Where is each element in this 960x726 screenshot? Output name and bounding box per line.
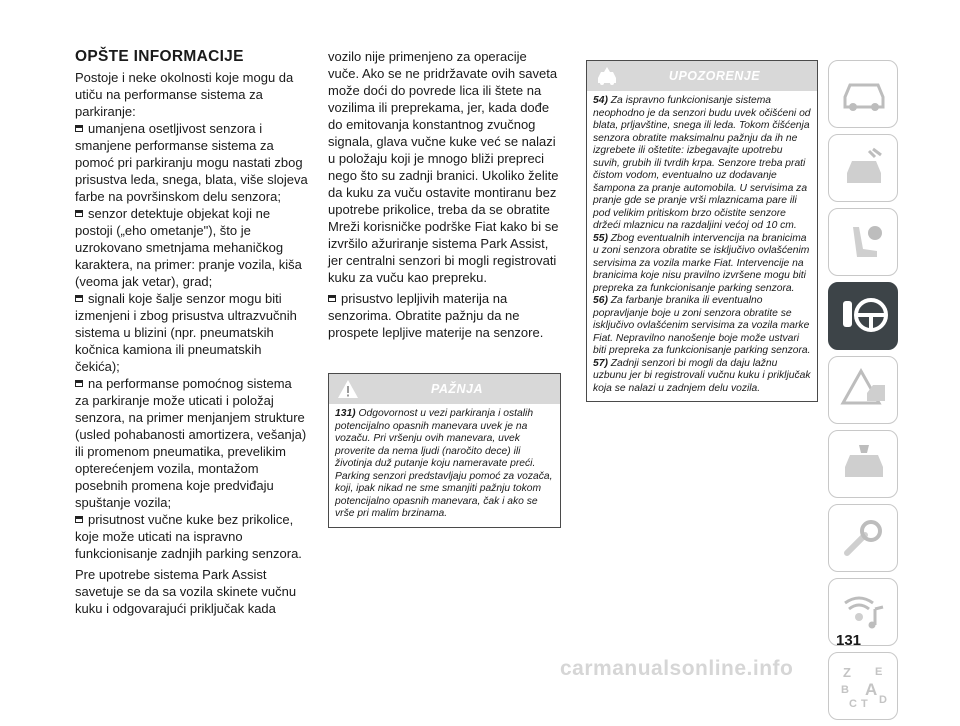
index-letter: C	[849, 698, 857, 709]
list-item: signali koje šalje senzor mogu biti izmenjeni i zbog prisustva ultrazvučnih sistema u blizini (npr. pneumatskih kočnica kamiona ili pneumatskih čekića);	[75, 291, 297, 374]
bullet-icon	[328, 295, 336, 302]
warning-title: UPOZORENJE	[668, 69, 761, 83]
bullet-icon	[75, 380, 83, 387]
tab-starting-driving[interactable]	[828, 282, 898, 350]
bullet-icon	[75, 516, 83, 523]
index-letter: D	[879, 694, 887, 706]
chapter-tabs	[828, 60, 902, 726]
caution-header	[329, 374, 560, 404]
note-item: 56) Za farbanje branika ili eventualno popravljanje boje u zoni senzora obratite se isključivo ovlašćenim servisima za vozila marke Fiat. Nepravilno nanošenje boje može ustvari biti prepreka za funkcionisanje parking senzora.	[593, 295, 811, 356]
list-item: na performanse pomoćnog sistema za parkiranje može uticati i položaj senzora, na primer menjanjem strukture (usled pohabanosti amortizera, vešanja) ili promenom pneumatika, prevelikim opterećenjem vozila, montažom posebnih promena koje predviđaju spuštanje vozila;	[75, 376, 307, 510]
warning-box	[586, 60, 818, 402]
note-item: 55) Zbog eventualnih intervencija na branicima u zoni senzora obratite se isključivo ovlašćenim servisima za vozila marke Fiat. Intervencije na branicima koje nisu pravilno izvršene mogu biti prepreka za funkcionisanje parking senzora.	[593, 232, 810, 294]
tab-emergency[interactable]	[828, 356, 898, 424]
list-item: prisustvo lepljivih materija na senzorima. Obratite pažnju da ne prospete lepljive materije na senzore.	[328, 291, 544, 340]
tab-safety[interactable]	[828, 208, 898, 276]
caution-title: PAŽNJA	[430, 382, 484, 396]
warning-triangle-car-icon	[839, 367, 889, 413]
column-1	[75, 48, 309, 617]
note-item: 57) Zadnji senzori bi mogli da daju lažnu uzbunu jer bi registrovali vučnu kuku i priključak koja se nalazi u zadnjem delu vozila.	[593, 357, 811, 394]
index-letter: E	[875, 666, 883, 678]
tab-dashboard[interactable]	[828, 60, 898, 128]
intro-paragraph: Postoje i neke okolnosti koje mogu da utiču na performanse sistema za parkiranje:	[75, 70, 294, 119]
wrench-gear-icon	[839, 515, 889, 561]
car-service-icon	[839, 441, 889, 487]
caution-body	[329, 404, 560, 527]
outro-paragraph: Pre upotrebe sistema Park Assist savetuje se da sa vozila skinete vučnu kuku i odgovarajući priključak kada	[75, 567, 297, 616]
list-item: senzor detektuje objekat koji ne postoji („eho ometanje"), što je uzrokovano smetnjama mehaničkog karaktera, na primer: pranje vozila, kiša (veoma jak vetar), grad;	[75, 206, 302, 289]
warning-body	[587, 91, 817, 401]
index-letter: B	[841, 684, 849, 696]
seat-airbag-icon	[839, 219, 889, 265]
list-item: umanjena osetljivost senzora i smanjene performanse sistema za pomoć pri parkiranju mogu nastati zbog prisustva leda, snega, blata, više slojeva farbe na površinskom delu senzora;	[75, 121, 308, 204]
bullet-icon	[75, 125, 83, 132]
bullet-icon	[75, 210, 83, 217]
list-item: prisutnost vučne kuke bez prikolice, koje može uticati na ispravno funkcionisanje zadnjih parking senzora.	[75, 512, 302, 561]
tab-lights[interactable]	[828, 134, 898, 202]
bullet-icon	[75, 295, 83, 302]
watermark: carmanualsonline.info	[560, 657, 794, 680]
tab-index[interactable]	[828, 652, 898, 720]
tab-service[interactable]	[828, 430, 898, 498]
index-letter: Z	[843, 665, 851, 680]
index-letters-icon	[839, 663, 889, 709]
note-item: 131) Odgovornost u vezi parkiranja i ostalih potencijalno opasnih manevara uvek je na vozaču. Pri vršenju ovih manevara, uvek proverite da nema ljudi (naročito dece) ili životinja duž putanje koju nameravate preći. Parking senzori predstavljaju pomoć za vozača, koji, ipak nikad ne sme smanjiti pažnju tokom potencijalno opasnih manevara, čak i ako se vrše pri malim brzinama.	[335, 408, 553, 519]
car-lights-icon	[839, 145, 889, 191]
caution-box	[328, 373, 561, 528]
note-item: 54) Za ispravno funkcionisanje sistema neophodno je da senzori budu uvek očišćeni od blata, prljavštine, snega ili leda. Tokom čišćenja senzora obratite maksimalnu pažnju da ih ne izgrebete ili oštetite: izbegavajte upotrebu suvih, grubih ili tvrdih krpa. Senzore treba prati čistom vodom, eventualno uz dodavanje šampona za pranje automobila. U servisima za pranje gde se pranje vrši mlaznicama pare ili pod velikim pritiskom brzo očistite senzore držeći mlaznicu na razdaljini većoj od 10 cm.	[593, 95, 811, 231]
section-heading: OPŠTE INFORMACIJE	[75, 48, 244, 65]
radio-music-icon	[839, 589, 889, 635]
index-letter: T	[861, 698, 868, 709]
column-2	[328, 48, 561, 528]
column-3	[586, 60, 818, 402]
warning-header	[587, 61, 817, 91]
key-steering-wheel-icon	[839, 293, 889, 339]
continued-paragraph: vozilo nije primenjeno za operacije vuče. Ako se ne pridržavate ovih saveta može doći do povrede lica ili štete na vozilima ili preprekama, jer, kada dođe do emitovanja konstantnog zvučnog signala, glava vučne kuke već se nalazi u položaju koji je mnogo bliži prepreci nego što su zadnji branici. Ukoliko želite da kuku za vuču ostavite montiranu bez upotrebe prikolice, treba da se obratite Mreži korisničke podrške Fiat kako bi se izvršilo ažuriranje sistema Park Assist, jer centralni senzori bi mogli registrovati kuku za vuču kao prepreku.	[328, 49, 559, 285]
page-number: 131	[836, 632, 862, 649]
car-dashboard-icon	[839, 71, 889, 117]
tab-technical-data[interactable]	[828, 504, 898, 572]
index-letter: A	[865, 680, 878, 699]
